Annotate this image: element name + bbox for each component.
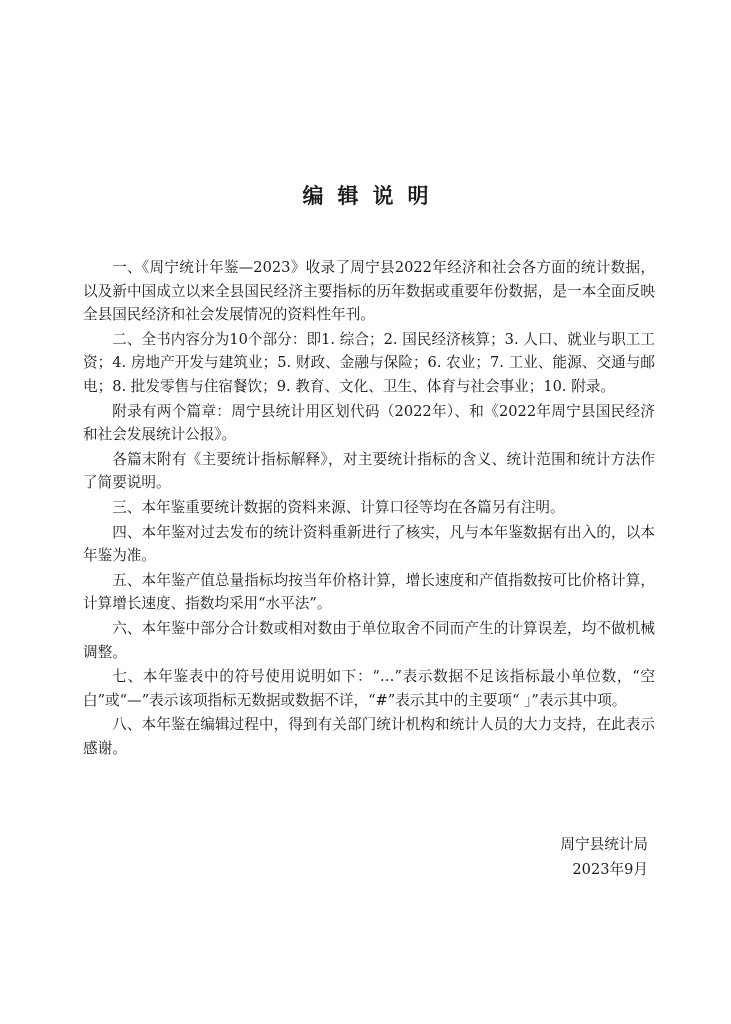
paragraph-10: 八、本年鉴在编辑过程中，得到有关部门统计机构和统计人员的大力支持，在此表示感谢。 — [83, 716, 655, 757]
signature-org: 周宁县统计局 — [560, 836, 648, 853]
page-title: 编辑说明 — [302, 183, 443, 208]
paragraph-8: 六、本年鉴中部分合计数或相对数由于单位取舍不同而产生的计算误差，均不做机械调整。 — [83, 619, 655, 661]
signature-block — [560, 832, 648, 882]
paragraph-2: 二、全书内容分为10个部分：即1. 综合；2. 国民经济核算；3. 人口、就业与职工工资；4. 房地产开发与建筑业；5. 财政、金融与保险；6. 农业；7. 工业、能源、交通与邮电；8. 批发零售与住宿餐饮；9. 教育、文化、卫生、体育与社会事业；10. 附录。 — [83, 330, 655, 395]
paragraph-6: 四、本年鉴对过去发布的统计资料重新进行了核实，凡与本年鉴数据有出入的，以本年鉴为准。 — [83, 523, 655, 565]
paragraph-1: 一、《周宁统计年鉴—2023》收录了周宁县2022年经济和社会各方面的统计数据，以及新中国成立以来全县国民经济主要指标的历年数据或重要年份数据，是一本全面反映全县国民经济和社会发展情况的资料性年刊。 — [83, 259, 655, 324]
paragraph-7: 五、本年鉴产值总量指标均按当年价格计算，增长速度和产值指数按可比价格计算，计算增长速度、指数均采用“水平法”。 — [83, 571, 655, 613]
paragraph-5: 三、本年鉴重要统计数据的资料来源、计算口径等均在各篇另有注明。 — [112, 498, 565, 516]
paragraph-3: 附录有两个篇章：周宁县统计用区划代码（2022年）、和《2022年周宁县国民经济和社会发展统计公报》。 — [83, 402, 655, 444]
paragraph-4: 各篇末附有《主要统计指标解释》，对主要统计指标的含义、统计范围和统计方法作了简要说明。 — [83, 450, 655, 492]
document-body — [83, 256, 655, 761]
paragraph-9: 七、本年鉴表中的符号使用说明如下：“…”表示数据不足该指标最小单位数，“空白”或“—”表示该项指标无数据或数据不详，“#”表示其中的主要项“ 」”表示其中项。 — [83, 668, 655, 709]
signature-date: 2023年9月 — [572, 861, 648, 878]
